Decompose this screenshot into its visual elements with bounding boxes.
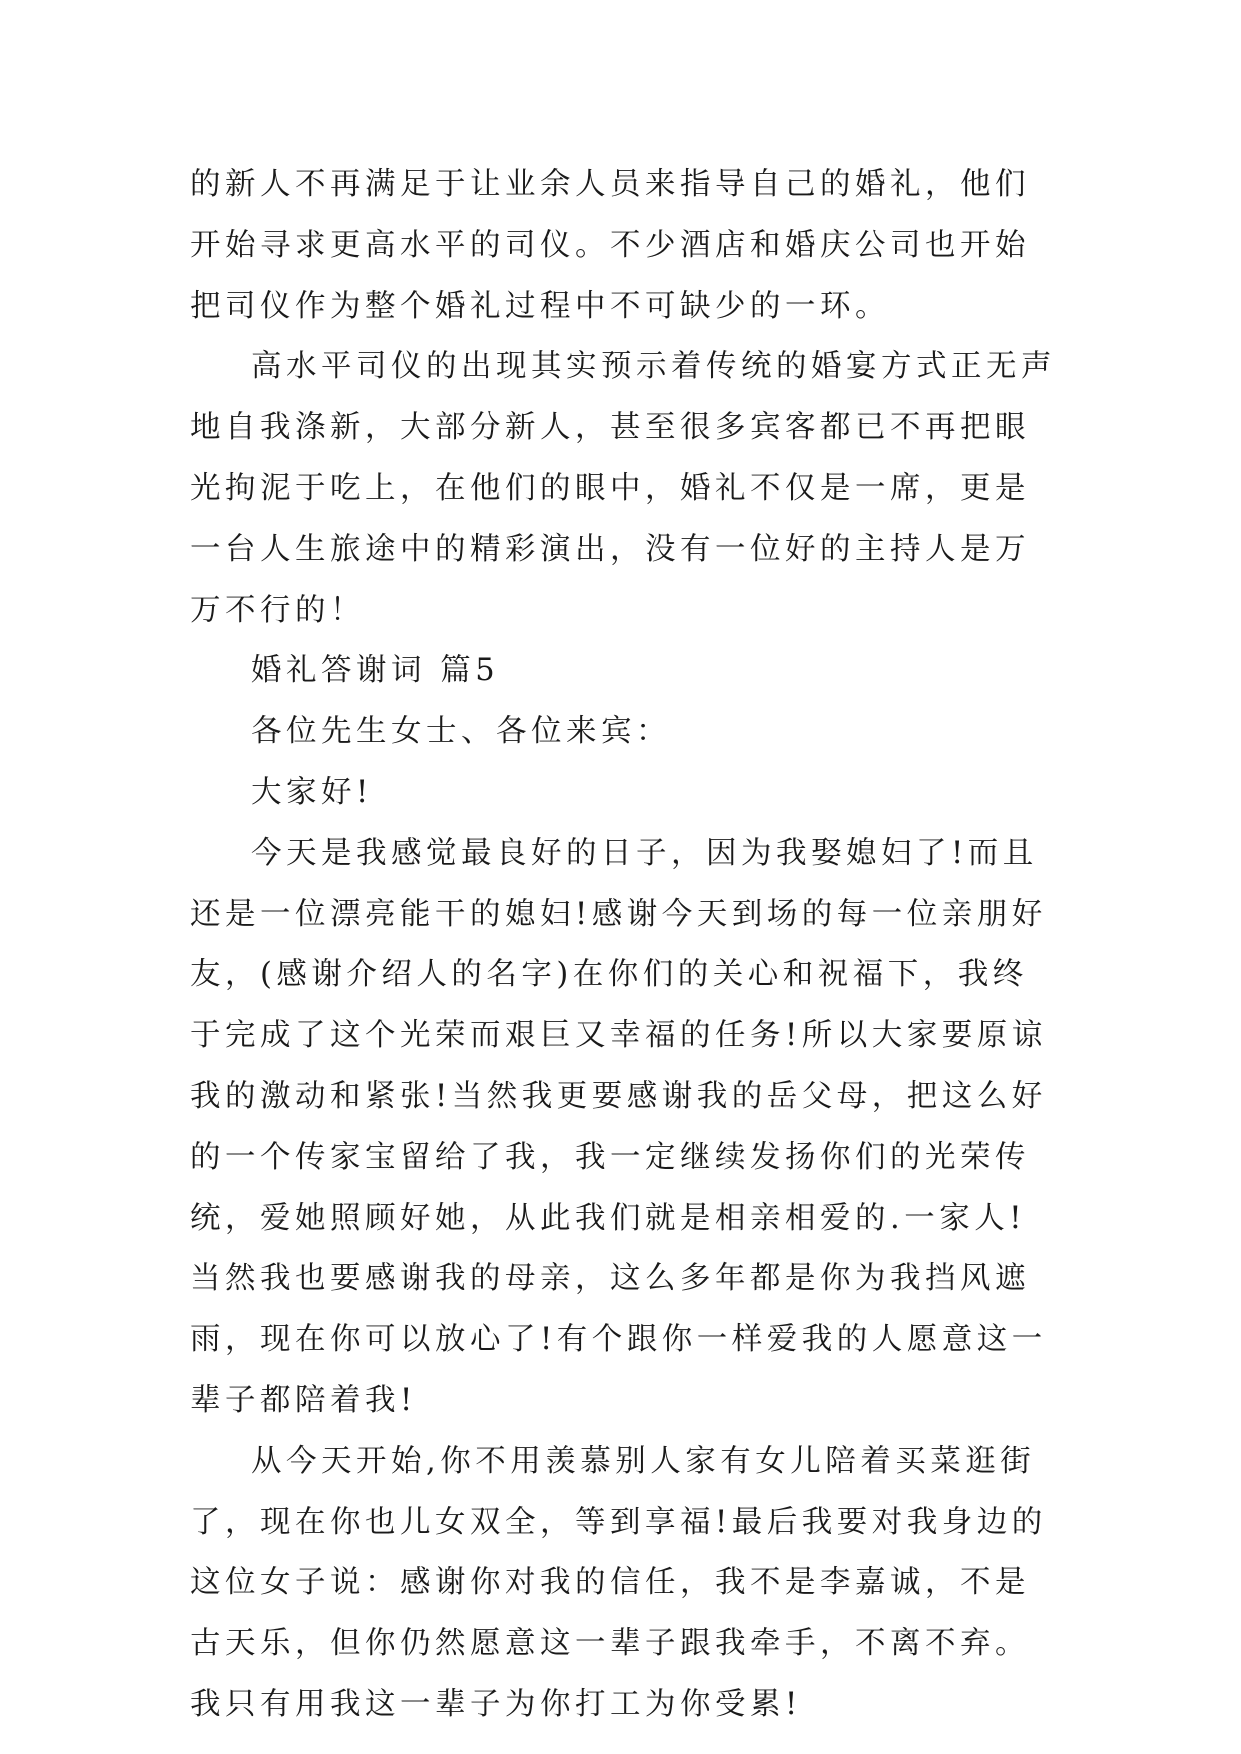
paragraph-continuation: 的新人不再满足于让业余人员来指导自己的婚礼，他们开始寻求更高水平的司仪。不少酒店和婚庆公司也开始把司仪作为整个婚礼过程中不可缺少的一环。: [190, 167, 1030, 324]
paragraph-closing: 从今天开始,你不用羡慕别人家有女儿陪着买菜逛街了，现在你也儿女双全，等到享福!最后我要对我身边的这位女子说：感谢你对我的信任，我不是李嘉诚，不是古天乐，但你仍然愿意这一辈子跟我牵手，不离不弃。我只有用我这一辈子为你打工为你受累!: [190, 1443, 1047, 1722]
paragraph-host-quality: 高水平司仪的出现其实预示着传统的婚宴方式正无声地自我涤新，大部分新人，甚至很多宾客都已不再把眼光拘泥于吃上，在他们的眼中，婚礼不仅是一席，更是一台人生旅途中的精彩演出，没有一位好的主持人是万万不行的！: [190, 349, 1056, 628]
paragraph-thanks: 今天是我感觉最良好的日子，因为我娶媳妇了!而且还是一位漂亮能干的媳妇!感谢今天到场的每一位亲朋好友，(感谢介绍人的名字)在你们的关心和祝福下，我终于完成了这个光荣而艰巨又幸福的任务!所以大家要原谅我的激动和紧张!当然我更要感谢我的岳父母，把这么好的一个传家宝留给了我，我一定继续发扬你们的光荣传统，爱她照顾好她，从此我们就是相亲相爱的.一家人!当然我也要感谢我的母亲，这么多年都是你为我挡风遮雨，现在你可以放心了!有个跟你一样爱我的人愿意这一辈子都陪着我!: [190, 835, 1047, 1418]
document-body: [190, 155, 1060, 1736]
salutation: 各位先生女士、各位来宾：: [251, 714, 671, 750]
greeting: 大家好!: [251, 774, 373, 810]
section-heading: 婚礼答谢词 篇5: [251, 653, 500, 689]
